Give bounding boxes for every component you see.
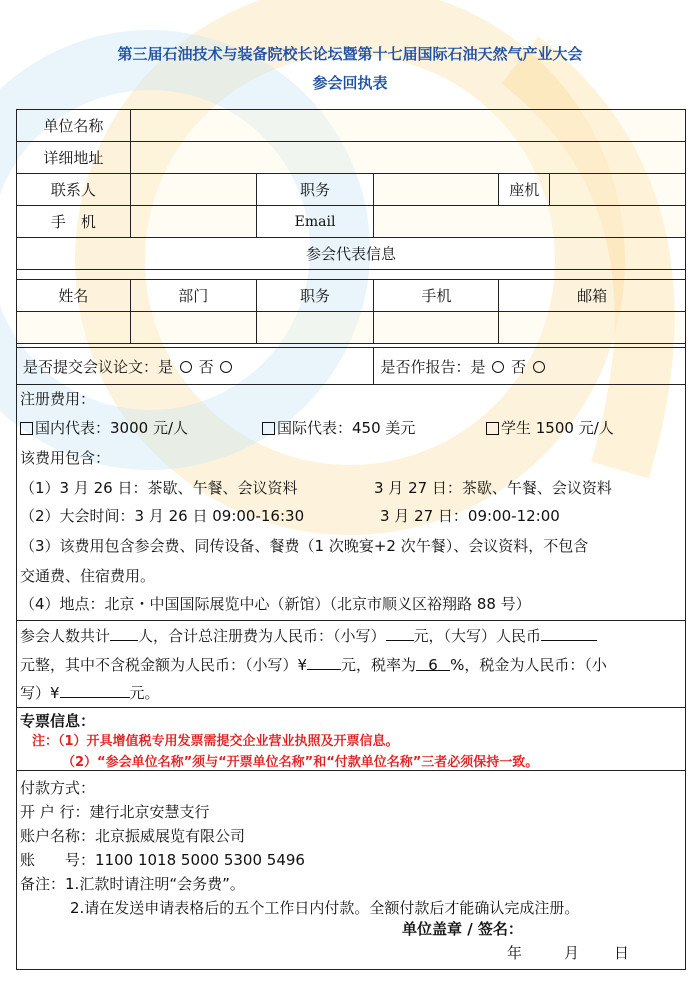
totals-text-3: 元，（大写）人民币 [413,627,542,645]
report-question-label: 是否作报告：是 [380,357,486,376]
fee-international [262,417,415,438]
account-no-value: 1100 1018 5000 5300 5496 [95,851,305,869]
paper-no-label: 否 [198,357,214,376]
include-item1-a: （1）3 月 26 日：茶歇、午餐、会议资料 [20,479,298,497]
totals-text-5: 元，税率为 [341,656,417,674]
delegate-table [16,279,686,344]
delegate-position-field[interactable] [256,312,374,344]
totals-line2 [20,654,607,675]
totals-text-1: 参会人数共计 [20,627,111,645]
include-item2-b: 3 月 27 日：09:00-12:00 [380,507,560,525]
tax-amount-field[interactable] [60,683,130,698]
document-title: 第三届石油技术与装备院校长论坛暨第十七届国际石油天然气产业大会 [117,45,583,63]
include-item2-a: （2）大会时间：3 月 26 日 09:00-16:30 [20,507,305,525]
totals-text-6: %，税金为人民币：（小 [450,656,607,674]
totals-text-2: 人，合计总注册费为人民币：（小写） [138,627,386,645]
mobile-label: 手 机 [17,206,131,238]
report-no-radio[interactable] [533,361,545,373]
fees-heading: 注册费用： [20,390,96,408]
paper-question-label: 是否提交会议论文：是 [23,357,174,376]
registration-table [16,109,686,270]
include-item3-line1: （3）该费用包含参会费、同传设备、餐费（1 次晚宴+2 次午餐）、会议资料，不包含 [20,537,589,555]
fee-domestic-label: 国内代表：3000 元/人 [35,419,188,437]
attendee-count-field[interactable] [110,626,138,641]
account-name-row [20,825,245,846]
address-field[interactable] [130,142,685,174]
totals-line3 [20,682,160,703]
include-item3-line2: 交通费、住宿费用。 [20,567,156,585]
fee-student-label: 学生 1500 元/人 [501,419,614,437]
totals-text-7: 写）¥ [20,684,60,702]
unit-name-field[interactable] [130,110,685,142]
domestic-checkbox[interactable] [20,422,33,435]
email-label: Email [256,206,374,238]
date-year: 年 [507,944,523,962]
payment-section [16,771,686,970]
invoice-section [16,708,686,770]
paper-yes-radio[interactable] [180,361,192,373]
total-small-field[interactable] [386,626,414,641]
landline-field[interactable] [550,174,686,206]
mobile-field[interactable] [130,206,256,238]
paper-question [17,348,374,385]
delegate-department-field[interactable] [130,312,256,344]
bank-row [20,801,210,822]
fee-student [486,417,614,438]
col-position: 职务 [256,280,374,312]
bank-label: 开 户 行： [20,803,90,821]
remark-2: 2.请在发送申请表格后的五个工作日内付款。全额付款后才能确认完成注册。 [70,899,580,917]
invoice-note-1: 注：（1）开具增值税专用发票需提交企业营业执照及开票信息。 [32,734,399,749]
totals-section [16,621,686,707]
account-no-row [20,849,305,870]
delegate-info-heading: 参会代表信息 [17,238,686,270]
email-field[interactable] [374,206,686,238]
fee-international-label: 国际代表：450 美元 [277,419,416,437]
address-label: 详细地址 [17,142,131,174]
invoice-heading: 专票信息： [20,712,96,730]
international-checkbox[interactable] [262,422,275,435]
unit-name-label: 单位名称 [17,110,131,142]
document-subtitle: 参会回执表 [312,74,388,92]
account-name-label: 账户名称： [20,827,96,845]
seal-signature-label: 单位盖章 / 签名： [402,920,523,938]
delegate-phone-field[interactable] [374,312,499,344]
report-yes-radio[interactable] [492,361,504,373]
delegate-name-field[interactable] [17,312,131,344]
totals-line1 [20,625,597,646]
col-department: 部门 [130,280,256,312]
col-email: 邮箱 [499,280,686,312]
delegate-email-field[interactable] [499,312,686,344]
student-checkbox[interactable] [486,422,499,435]
remark-row [20,873,245,894]
pretax-amount-field[interactable] [307,655,341,670]
date-day: 日 [614,944,630,962]
tax-rate-value: 6 [416,656,450,671]
col-name: 姓名 [17,280,131,312]
date-month: 月 [564,944,580,962]
paper-report-row [16,347,686,385]
account-name-value: 北京振威展览有限公司 [95,827,246,845]
contact-field[interactable] [130,174,256,206]
include-item1-b: 3 月 27 日：茶歇、午餐、会议资料 [374,479,612,497]
totals-text-4: 元整，其中不含税金额为人民币：（小写）¥ [20,656,308,674]
report-no-label: 否 [511,357,527,376]
landline-label: 座机 [499,174,550,206]
include-item4: （4）地点：北京・中国国际展览中心（新馆）（北京市顺义区裕翔路 88 号） [20,595,531,613]
contact-label: 联系人 [17,174,131,206]
remark-label: 备注： [20,875,66,893]
totals-text-8: 元。 [129,684,160,702]
remark-1: 1.汇款时请注明“会务费”。 [65,875,245,893]
includes-heading: 该费用包含： [20,449,111,467]
bank-value: 建行北京安慧支行 [89,803,210,821]
fees-section [16,384,686,620]
report-question [374,348,686,385]
payment-heading: 付款方式： [20,779,96,797]
fee-domestic [20,417,188,438]
col-phone: 手机 [374,280,499,312]
account-no-label: 账 号： [20,851,96,869]
invoice-note-2: （2）“参会单位名称”须与“开票单位名称”和“付款单位名称”三者必须保持一致。 [62,755,539,770]
position-field[interactable] [374,174,499,206]
position-label: 职务 [256,174,374,206]
total-capital-field[interactable] [541,626,597,641]
paper-no-radio[interactable] [220,361,232,373]
